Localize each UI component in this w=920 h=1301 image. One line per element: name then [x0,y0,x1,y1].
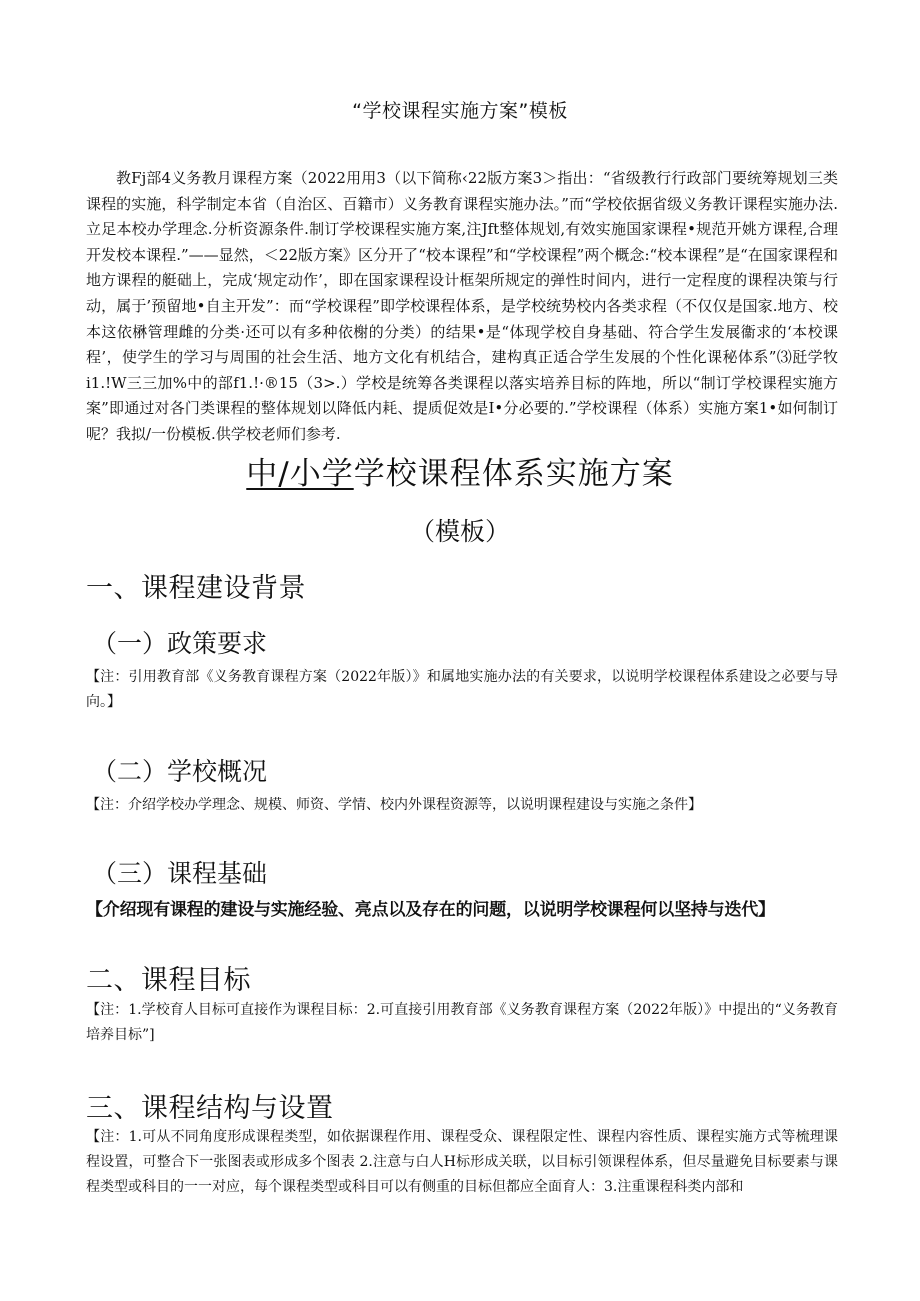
section-1-heading: 一、课程建设背景 [86,573,306,604]
section-1-1-heading: （一）政策要求 [92,629,268,658]
main-title-rest: 学校课程体系实施方案 [353,456,674,492]
section-2-heading: 二、课程目标 [86,965,251,996]
section-3-heading: 三、课程结构与设置 [86,1093,334,1124]
section-2-note: 【注：1.学校育人目标可直接作为课程目标：2.可直接引用教育部《义务教育课程方案（2022年版）》中提出的“义务教育培养目标”] [86,1002,838,1043]
section-1-3-heading: （三）课程基础 [92,859,268,888]
main-title-underlined: 中/小学 [246,456,354,492]
intro-paragraph: 教Fj部4义务教月课程方案（2022用用3（以下简称‹22版方案3＞指出：“省级教行行政部门要统筹规划三类课程的实施，科学制定本省（自治区、百籍市）义务教育课程实施办法。”而“学校依据省级义务教讦课程实施办法.立足本校办学理念.分析资源条件.制订学校课程实施方案,注Jft整体规划,有效实施国家课程•规范开姚方课程,合理开发校本课程.”——显然，＜22版方案》区分开了“校本课程”和“学校课程”两个概念:“校本课程”是“在国家课程和地方课程的艇础上，完成‘规定动作’，即在国家课程设计框架所规定的弹性时间内，进行一定程度的课程决策与行动，属于’预留地•自主开发”：而“学校课程”即学校课程体系，是学校统势校内各类求程（不仅仅是国家.地方、校本这依楙管理雌的分类·还可以有多种依榭的分类）的结果•是“体现学校自身基础、符合学生发展衞求的‘本校课程’，使学生的学习与周围的社会生活、地方文化有机结合，建构真正适合学生发展的个性化课秘体系”⑶瓩学牧i1.!W三三加%中的部f1.!·®15（3>.）学校是统筹各类课程以落实培养目标的阵地，所以“制订学校课程实施方案”即通过对各门类课程的整体规划以降低内耗、提质促效是I•分必要的.”学校课程（体系）实施方案1•如何制订呢？我拟/一份模板.供学校老师们参考. [86,169,838,443]
document-title: “学校课程实施方案”模板 [352,100,568,122]
section-1-3-note: 【介绍现有课程的建设与实施经验、亮点以及存在的问题，以说明学校课程何以坚持与迭代】 [86,900,775,920]
section-1-2-heading: （二）学校概况 [92,757,268,786]
section-3-note: 【注：1.可从不同角度形成课程类型，如依据课程作用、课程受众、课程限定性、课程内容性质、课程实施方式等梳理课程设置，可整合下一张图表或形成多个图表 2.注意与白人H标形成关联，以目标引领课程体系，但尽量避免目标要素与课程类型或科目的一一对应，每个课程类型或科目可以有侧重的目标但都应全面育人：3.注重课程科类内部和 [86,1129,838,1195]
main-title [0,448,920,493]
section-1-2-note: 【注：介绍学校办学理念、规模、师资、学情、校内外课程资源等，以说明课程建设与实施之条件】 [86,797,702,813]
section-1-1-note: 【注：引用教育部《义务教育课程方案（2022年版）》和属地实施办法的有关要求，以说明学校课程体系建设之必要与导向。】 [86,669,838,710]
main-subtitle: （模板） [409,517,510,546]
